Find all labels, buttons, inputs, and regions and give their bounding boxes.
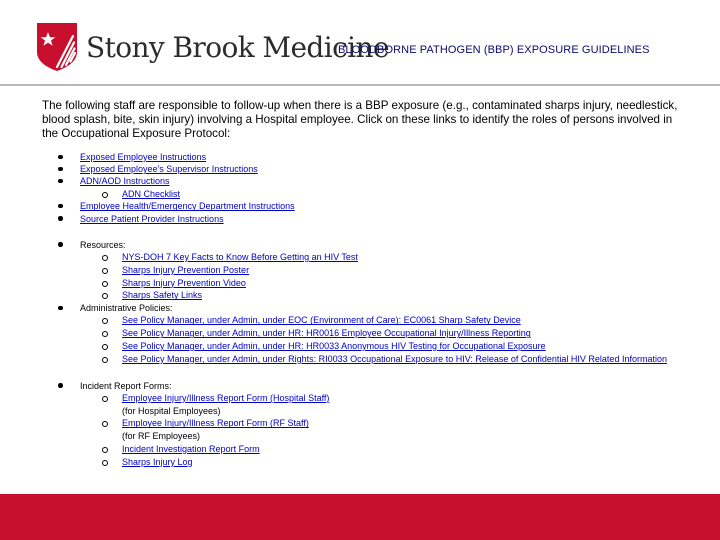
- incident-label: Incident Report Forms:: [80, 380, 172, 391]
- form-rf-note: (for RF Employees): [122, 431, 201, 442]
- shield-logo-icon: [36, 22, 78, 72]
- resources-label: Resources:: [80, 239, 126, 250]
- list-item: [80, 289, 682, 302]
- policies-label: Administrative Policies:: [80, 303, 173, 314]
- list-item: [80, 277, 682, 290]
- policy-ri0033-link[interactable]: See Policy Manager, under Admin, under Rights: RI0033 Occupational Exposure to HIV: Release of Confidential HIV Related Information: [122, 353, 667, 364]
- logo-wordmark: Stony Brook Medicine: [86, 30, 389, 64]
- logo: [36, 22, 389, 72]
- sharps-safety-links-link[interactable]: Sharps Safety Links: [122, 290, 203, 301]
- employee-health-link[interactable]: Employee Health/Emergency Department Instructions: [80, 201, 295, 212]
- exposed-employee-link[interactable]: Exposed Employee Instructions: [80, 152, 207, 162]
- list-item: [80, 251, 682, 264]
- list-item: [80, 392, 682, 418]
- list-item: [80, 188, 682, 201]
- list-item: [80, 264, 682, 277]
- source-patient-link[interactable]: Source Patient Provider Instructions: [80, 213, 224, 224]
- list-item: [80, 353, 682, 366]
- list-item: [80, 314, 682, 327]
- list-item: [80, 417, 682, 443]
- prevention-poster-link[interactable]: Sharps Injury Prevention Poster: [122, 264, 250, 275]
- main-content: [42, 99, 682, 469]
- policies-section: [42, 302, 682, 365]
- list-item: [42, 175, 682, 200]
- list-item: [42, 200, 682, 212]
- adn-checklist-link[interactable]: ADN Checklist: [122, 188, 181, 199]
- list-item: [42, 151, 682, 163]
- list-item: [80, 443, 682, 456]
- injury-form-hospital-link[interactable]: Employee Injury/Illness Report Form (Hospital Staff): [122, 392, 330, 403]
- form-hospital-note: (for Hospital Employees): [122, 405, 221, 416]
- sharps-injury-log-link[interactable]: Sharps Injury Log: [122, 456, 193, 467]
- supervisor-instructions-link[interactable]: Exposed Employee's Supervisor Instructions: [80, 164, 258, 175]
- list-item: [80, 456, 682, 469]
- investigation-form-link[interactable]: Incident Investigation Report Form: [122, 443, 260, 454]
- list-item: [42, 213, 682, 225]
- page-title: BLOODBORNE PATHOGEN (BBP) EXPOSURE GUIDELINES: [338, 44, 650, 56]
- injury-form-rf-link[interactable]: Employee Injury/Illness Report Form (RF Staff): [122, 418, 309, 429]
- prevention-video-link[interactable]: Sharps Injury Prevention Video: [122, 277, 246, 288]
- list-item: [80, 340, 682, 353]
- policy-hr0016-link[interactable]: See Policy Manager, under Admin, under HR: HR0016 Employee Occupational Injury/Illness Reporting: [122, 328, 531, 339]
- intro-text: The following staff are responsible to follow-up when there is a BBP exposure (e.g., contaminated sharps injury, needlestick, blood splash, bite, skin injury) involving a Hospital employee. Click on these links to identify the roles of persons involved in the Occupational Exposure Protocol:: [42, 99, 678, 140]
- hiv-facts-link[interactable]: NYS-DOH 7 Key Facts to Know Before Getting an HIV Test: [122, 252, 358, 263]
- header: [0, 0, 720, 86]
- policy-hr0033-link[interactable]: See Policy Manager, under Admin, under HR: HR0033 Anonymous HIV Testing for Occupational Exposure: [122, 341, 546, 351]
- footer-bar: [0, 494, 720, 540]
- guideline-list: [42, 151, 682, 469]
- list-item: [80, 327, 682, 340]
- resources-section: [42, 239, 682, 302]
- policy-ec0061-link[interactable]: See Policy Manager, under Admin, under EOC (Environment of Care): EC0061 Sharp Safety Device: [122, 315, 521, 326]
- incident-section: [42, 380, 682, 469]
- adn-instructions-link[interactable]: ADN/AOD Instructions: [80, 176, 170, 187]
- list-item: [42, 163, 682, 175]
